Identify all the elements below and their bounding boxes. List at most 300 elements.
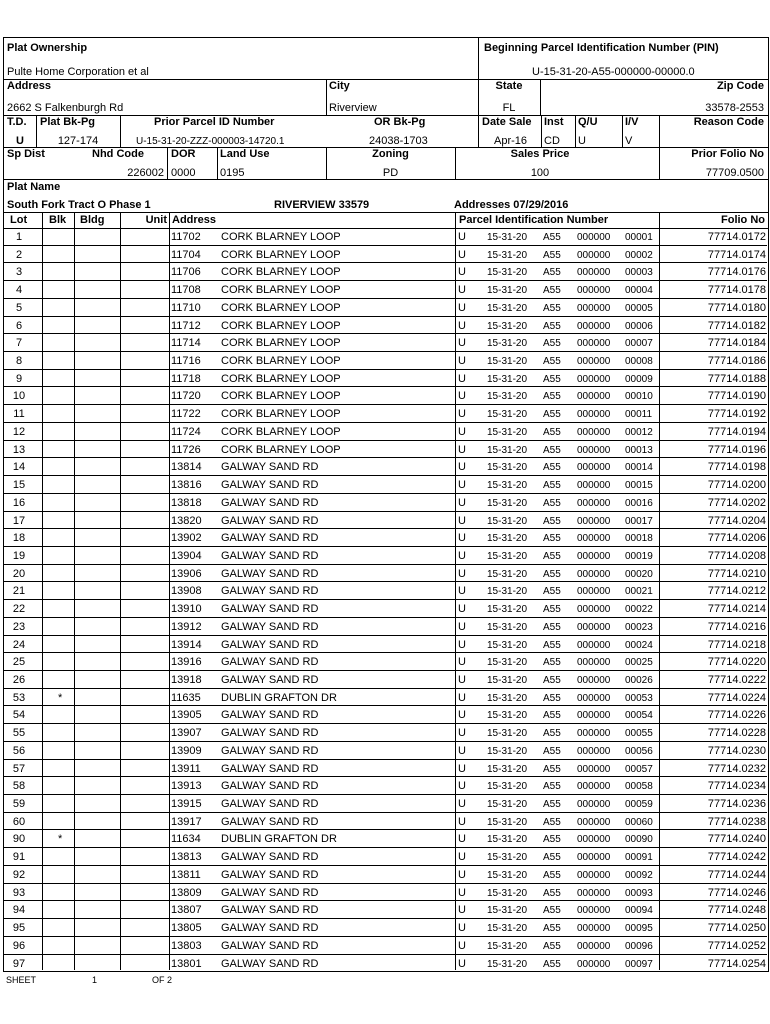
street-cell: GALWAY SAND RD [221, 479, 319, 492]
lot-cell: 9 [15, 372, 23, 385]
owner-name: Pulte Home Corporation et al [7, 66, 149, 78]
iv-value: V [625, 135, 633, 147]
subdivision-cell: A55 [543, 497, 561, 509]
col-bldg: Bldg [80, 214, 105, 226]
sheet-number: 1 [92, 975, 98, 985]
address-value: 2662 S Falkenburgh Rd [7, 102, 124, 114]
lot-cell: 6 [15, 319, 23, 332]
folio-cell: 77714.0198 [707, 461, 766, 474]
td-cell: U [458, 479, 466, 492]
subdivision-cell: A55 [543, 604, 561, 616]
subdivision-cell: A55 [543, 409, 561, 421]
subdivision-cell: A55 [543, 426, 561, 438]
section-cell: 15-31-20 [487, 285, 528, 297]
lot-cell: 5 [15, 301, 23, 314]
table-row [3, 512, 769, 530]
td-cell: U [458, 496, 466, 509]
block-cell: 000000 [577, 338, 611, 350]
section-cell: 15-31-20 [487, 816, 528, 828]
house-number-cell: 11635 [171, 691, 201, 704]
table-row [3, 441, 769, 459]
td-cell: U [458, 922, 466, 935]
street-cell: CORK BLARNEY LOOP [221, 443, 341, 456]
block-cell: 000000 [577, 373, 611, 385]
house-number-cell: 13917 [171, 815, 202, 828]
lot-number-cell: 00003 [625, 267, 653, 279]
lot-number-cell: 00019 [625, 550, 653, 562]
lot-number-cell: 00002 [625, 249, 653, 261]
subdivision-cell: A55 [543, 692, 561, 704]
house-number-cell: 13910 [171, 603, 202, 616]
lot-cell: 54 [12, 709, 26, 722]
house-number-cell: 13807 [171, 904, 202, 917]
house-number-cell: 13911 [171, 762, 201, 775]
block-cell: 000000 [577, 958, 611, 970]
lot-cell: 58 [12, 780, 26, 793]
td-cell: U [458, 231, 466, 243]
table-row [3, 317, 769, 335]
city-value: Riverview [329, 102, 377, 114]
lot-number-cell: 00014 [625, 462, 653, 474]
block-cell: 000000 [577, 497, 611, 509]
section-cell: 15-31-20 [487, 550, 528, 562]
lot-cell: 11 [13, 408, 25, 421]
subdivision-cell: A55 [543, 444, 561, 456]
table-row [3, 458, 769, 476]
street-cell: GALWAY SAND RD [221, 674, 319, 686]
house-number-cell: 13811 [171, 868, 201, 881]
col-blk: Blk [49, 214, 67, 226]
td-cell: U [458, 656, 466, 669]
lot-cell: 59 [12, 798, 26, 811]
street-cell: GALWAY SAND RD [221, 939, 319, 952]
subdivision-cell: A55 [543, 480, 561, 492]
section-cell: 15-31-20 [487, 745, 528, 757]
subdivision-cell: A55 [543, 657, 561, 669]
subdivision-cell: A55 [543, 550, 561, 562]
lot-number-cell: 00011 [625, 409, 653, 421]
block-cell: 000000 [577, 320, 611, 332]
lot-number-cell: 00090 [625, 834, 653, 846]
table-row [3, 352, 769, 370]
house-number-cell: 13909 [171, 744, 202, 757]
td-cell: U [458, 337, 466, 350]
folio-cell: 77714.0248 [707, 904, 766, 917]
section-cell: 15-31-20 [487, 497, 528, 509]
lot-number-cell: 00054 [625, 710, 653, 722]
subdivision-cell: A55 [543, 887, 561, 899]
td-cell: U [458, 691, 466, 704]
house-number-cell: 11704 [171, 248, 201, 261]
lot-number-cell: 00013 [625, 444, 653, 456]
lot-number-cell: 00006 [625, 320, 653, 332]
table-row [3, 689, 769, 707]
folio-cell: 77714.0212 [707, 585, 766, 598]
lot-number-cell: 00008 [625, 356, 653, 368]
table-row [3, 423, 769, 441]
block-cell: 000000 [577, 834, 611, 846]
lot-number-cell: 00092 [625, 869, 653, 881]
folio-cell: 77714.0220 [707, 656, 766, 669]
lot-cell: 53 [12, 691, 26, 704]
house-number-cell: 13818 [171, 496, 202, 509]
folio-cell: 77714.0250 [707, 922, 766, 935]
block-cell: 000000 [577, 586, 611, 598]
subdivision-cell: A55 [543, 249, 561, 261]
section-cell: 15-31-20 [487, 480, 528, 492]
street-cell: GALWAY SAND RD [221, 727, 319, 740]
folio-cell: 77714.0172 [707, 231, 766, 243]
lot-number-cell: 00026 [625, 675, 653, 686]
reason-code-label: Reason Code [693, 116, 764, 128]
subdivision-cell: A55 [543, 781, 561, 793]
zip-label: Zip Code [716, 80, 764, 92]
zoning-value: PD [382, 167, 399, 179]
td-cell: U [458, 727, 466, 740]
subdivision-cell: A55 [543, 533, 561, 545]
td-cell: U [458, 868, 466, 881]
folio-cell: 77714.0186 [707, 355, 766, 368]
lot-number-cell: 00025 [625, 657, 653, 669]
block-cell: 000000 [577, 887, 611, 899]
block-cell: 000000 [577, 692, 611, 704]
street-cell: GALWAY SAND RD [221, 549, 319, 562]
block-cell: 000000 [577, 763, 611, 775]
section-cell: 15-31-20 [487, 834, 528, 846]
house-number-cell: 13801 [171, 957, 202, 970]
section-cell: 15-31-20 [487, 568, 528, 580]
dor-value: 0000 [171, 167, 196, 179]
folio-cell: 77714.0234 [707, 780, 766, 793]
lot-cell: 90 [12, 833, 26, 846]
table-row [3, 370, 769, 388]
folio-cell: 77714.0236 [707, 798, 766, 811]
street-cell: GALWAY SAND RD [221, 709, 319, 722]
folio-cell: 77714.0202 [707, 496, 766, 509]
folio-cell: 77714.0200 [707, 479, 766, 492]
street-cell: DUBLIN GRAFTON DR [221, 691, 337, 704]
blk-mark-cell: * [58, 833, 63, 846]
block-cell: 000000 [577, 657, 611, 669]
prior-parcel-label: Prior Parcel ID Number [154, 116, 275, 128]
td-value: U [16, 135, 24, 147]
section-cell: 15-31-20 [487, 887, 528, 899]
td-cell: U [458, 425, 466, 438]
table-row [3, 937, 769, 955]
table-row [3, 263, 769, 281]
subdivision-cell: A55 [543, 905, 561, 917]
block-cell: 000000 [577, 940, 611, 952]
folio-cell: 77714.0178 [707, 284, 766, 297]
table-row [3, 777, 769, 795]
table-row [3, 760, 769, 778]
section-cell: 15-31-20 [487, 657, 528, 669]
street-cell: GALWAY SAND RD [221, 798, 319, 811]
section-cell: 15-31-20 [487, 728, 528, 740]
subdivision-cell: A55 [543, 356, 561, 368]
street-cell: GALWAY SAND RD [221, 957, 319, 970]
lot-number-cell: 00060 [625, 816, 653, 828]
td-cell: U [458, 319, 466, 332]
street-cell: CORK BLARNEY LOOP [221, 408, 341, 421]
table-row [3, 813, 769, 831]
section-cell: 15-31-20 [487, 533, 528, 545]
table-row [3, 600, 769, 618]
plat-name-label: Plat Name [7, 181, 61, 193]
table-row [3, 476, 769, 494]
lot-cell: 8 [15, 355, 23, 368]
section-cell: 15-31-20 [487, 852, 528, 864]
prior-folio-value: 77709.0500 [705, 167, 764, 179]
subdivision-cell: A55 [543, 710, 561, 722]
house-number-cell: 13816 [171, 479, 202, 492]
street-cell: CORK BLARNEY LOOP [221, 390, 341, 403]
block-cell: 000000 [577, 728, 611, 740]
folio-cell: 77714.0210 [707, 567, 766, 580]
table-row [3, 246, 769, 264]
td-cell: U [458, 355, 466, 368]
subdivision-cell: A55 [543, 958, 561, 970]
table-row [3, 866, 769, 884]
house-number-cell: 13916 [171, 656, 202, 669]
table-row [3, 724, 769, 742]
section-cell: 15-31-20 [487, 869, 528, 881]
td-cell: U [458, 585, 466, 598]
lot-number-cell: 00004 [625, 285, 653, 297]
subdivision-cell: A55 [543, 568, 561, 580]
sheet-of-total: OF 2 [152, 975, 173, 985]
lot-number-cell: 00055 [625, 728, 653, 740]
lot-cell: 4 [15, 284, 23, 297]
lot-number-cell: 00053 [625, 692, 653, 704]
col-pin: Parcel Identification Number [459, 214, 609, 226]
section-cell: 15-31-20 [487, 515, 528, 527]
subdivision-cell: A55 [543, 923, 561, 935]
subdivision-cell: A55 [543, 285, 561, 297]
lot-number-cell: 00056 [625, 745, 653, 757]
lot-cell: 95 [12, 922, 26, 935]
lot-cell: 93 [12, 886, 26, 899]
block-cell: 000000 [577, 923, 611, 935]
street-cell: GALWAY SAND RD [221, 514, 319, 527]
house-number-cell: 11634 [171, 833, 201, 846]
dor-label: DOR [171, 148, 196, 160]
td-cell: U [458, 939, 466, 952]
lot-number-cell: 00023 [625, 621, 653, 633]
section-cell: 15-31-20 [487, 905, 528, 917]
lot-number-cell: 00018 [625, 533, 653, 545]
lot-number-cell: 00095 [625, 923, 653, 935]
block-cell: 000000 [577, 302, 611, 314]
lot-cell: 97 [12, 957, 26, 970]
plat-bkpg-label: Plat Bk-Pg [40, 116, 96, 128]
street-cell: GALWAY SAND RD [221, 851, 319, 864]
section-cell: 15-31-20 [487, 338, 528, 350]
state-label: State [495, 80, 523, 92]
table-row [3, 281, 769, 299]
table-row [3, 848, 769, 866]
addresses-date: Addresses 07/29/2016 [454, 199, 569, 211]
house-number-cell: 11726 [171, 443, 201, 456]
lot-cell: 16 [12, 496, 26, 509]
lot-cell: 10 [12, 390, 26, 403]
folio-cell: 77714.0232 [707, 762, 766, 775]
lot-cell: 15 [12, 479, 26, 492]
td-cell: U [458, 904, 466, 917]
lot-cell: 55 [12, 727, 26, 740]
subdivision-cell: A55 [543, 816, 561, 828]
td-cell: U [458, 603, 466, 616]
folio-cell: 77714.0214 [707, 603, 766, 616]
street-cell: CORK BLARNEY LOOP [221, 231, 341, 243]
subdivision-cell: A55 [543, 745, 561, 757]
section-cell: 15-31-20 [487, 604, 528, 616]
street-cell: CORK BLARNEY LOOP [221, 372, 341, 385]
block-cell: 000000 [577, 480, 611, 492]
col-folio: Folio No [721, 214, 765, 226]
td-cell: U [458, 833, 466, 846]
or-bkpg-label: OR Bk-Pg [374, 116, 426, 128]
block-cell: 000000 [577, 710, 611, 722]
date-sale-label: Date Sale [482, 116, 532, 128]
td-cell: U [458, 674, 466, 686]
section-cell: 15-31-20 [487, 232, 528, 243]
table-row [3, 884, 769, 902]
subdivision-cell: A55 [543, 639, 561, 651]
subdivision-cell: A55 [543, 515, 561, 527]
house-number-cell: 13820 [171, 514, 202, 527]
folio-cell: 77714.0228 [707, 727, 766, 740]
folio-cell: 77714.0176 [707, 266, 766, 279]
td-cell: U [458, 638, 466, 651]
col-address: Address [172, 214, 217, 226]
nhd-code-label: Nhd Code [92, 148, 144, 160]
house-number-cell: 11712 [171, 319, 201, 332]
iv-label: I/V [625, 116, 639, 128]
block-cell: 000000 [577, 639, 611, 651]
house-number-cell: 13912 [171, 620, 202, 633]
or-bkpg-value: 24038-1703 [369, 135, 428, 147]
lot-cell: 2 [15, 248, 23, 261]
folio-cell: 77714.0244 [707, 868, 766, 881]
section-cell: 15-31-20 [487, 444, 528, 456]
lot-cell: 1 [15, 231, 23, 243]
prior-parcel-value: U-15-31-20-ZZZ-000003-14720.1 [136, 136, 285, 147]
td-label: T.D. [7, 116, 27, 128]
table-row [3, 618, 769, 636]
qu-value: U [578, 135, 586, 147]
zoning-label: Zoning [372, 148, 409, 160]
section-cell: 15-31-20 [487, 373, 528, 385]
house-number-cell: 13905 [171, 709, 202, 722]
subdivision-cell: A55 [543, 834, 561, 846]
td-cell: U [458, 567, 466, 580]
block-cell: 000000 [577, 781, 611, 793]
house-number-cell: 13906 [171, 567, 202, 580]
block-cell: 000000 [577, 621, 611, 633]
subdivision-cell: A55 [543, 675, 561, 686]
street-cell: CORK BLARNEY LOOP [221, 425, 341, 438]
section-cell: 15-31-20 [487, 409, 528, 421]
subdivision-cell: A55 [543, 338, 561, 350]
house-number-cell: 11706 [171, 266, 201, 279]
street-cell: GALWAY SAND RD [221, 461, 319, 474]
street-cell: CORK BLARNEY LOOP [221, 355, 341, 368]
lot-cell: 22 [12, 603, 26, 616]
lot-number-cell: 00005 [625, 302, 653, 314]
folio-cell: 77714.0226 [707, 709, 766, 722]
table-row [3, 565, 769, 583]
table-row [3, 299, 769, 317]
date-sale-value: Apr-16 [494, 135, 528, 147]
subdivision-cell: A55 [543, 621, 561, 633]
section-cell: 15-31-20 [487, 923, 528, 935]
folio-cell: 77714.0238 [707, 815, 766, 828]
house-number-cell: 13915 [171, 798, 202, 811]
block-cell: 000000 [577, 816, 611, 828]
subdivision-cell: A55 [543, 940, 561, 952]
table-row [3, 706, 769, 724]
section-cell: 15-31-20 [487, 763, 528, 775]
table-row [3, 742, 769, 760]
folio-cell: 77714.0254 [707, 957, 766, 970]
td-cell: U [458, 443, 466, 456]
block-cell: 000000 [577, 604, 611, 616]
zip-value: 33578-2553 [705, 102, 764, 114]
house-number-cell: 11724 [171, 425, 201, 438]
section-cell: 15-31-20 [487, 781, 528, 793]
plat-location: RIVERVIEW 33579 [274, 199, 370, 211]
lot-number-cell: 00059 [625, 799, 653, 811]
block-cell: 000000 [577, 745, 611, 757]
block-cell: 000000 [577, 799, 611, 811]
td-cell: U [458, 744, 466, 757]
lot-cell: 20 [12, 567, 26, 580]
folio-cell: 77714.0218 [707, 638, 766, 651]
subdivision-cell: A55 [543, 232, 561, 243]
subdivision-cell: A55 [543, 462, 561, 474]
td-cell: U [458, 532, 466, 545]
sp-dist-label: Sp Dist [7, 148, 45, 160]
lot-cell: 91 [12, 851, 26, 864]
lot-cell: 92 [12, 868, 26, 881]
street-cell: GALWAY SAND RD [221, 780, 319, 793]
lot-cell: 19 [12, 549, 26, 562]
house-number-cell: 13814 [171, 461, 202, 474]
prior-folio-label: Prior Folio No [691, 148, 764, 160]
sales-price-value: 100 [530, 167, 550, 179]
street-cell: GALWAY SAND RD [221, 620, 319, 633]
section-cell: 15-31-20 [487, 356, 528, 368]
block-cell: 000000 [577, 675, 611, 686]
table-row [3, 529, 769, 547]
lot-cell: 26 [12, 674, 26, 686]
folio-cell: 77714.0190 [707, 390, 766, 403]
house-number-cell: 11708 [171, 284, 201, 297]
street-cell: GALWAY SAND RD [221, 532, 319, 545]
folio-cell: 77714.0206 [707, 532, 766, 545]
col-lot: Lot [10, 214, 28, 226]
folio-cell: 77714.0216 [707, 620, 766, 633]
qu-label: Q/U [578, 116, 598, 128]
folio-cell: 77714.0208 [707, 549, 766, 562]
section-cell: 15-31-20 [487, 639, 528, 651]
block-cell: 000000 [577, 568, 611, 580]
house-number-cell: 13907 [171, 727, 202, 740]
sales-price-label: Sales Price [510, 148, 570, 160]
section-cell: 15-31-20 [487, 621, 528, 633]
inst-value: CD [544, 135, 560, 147]
